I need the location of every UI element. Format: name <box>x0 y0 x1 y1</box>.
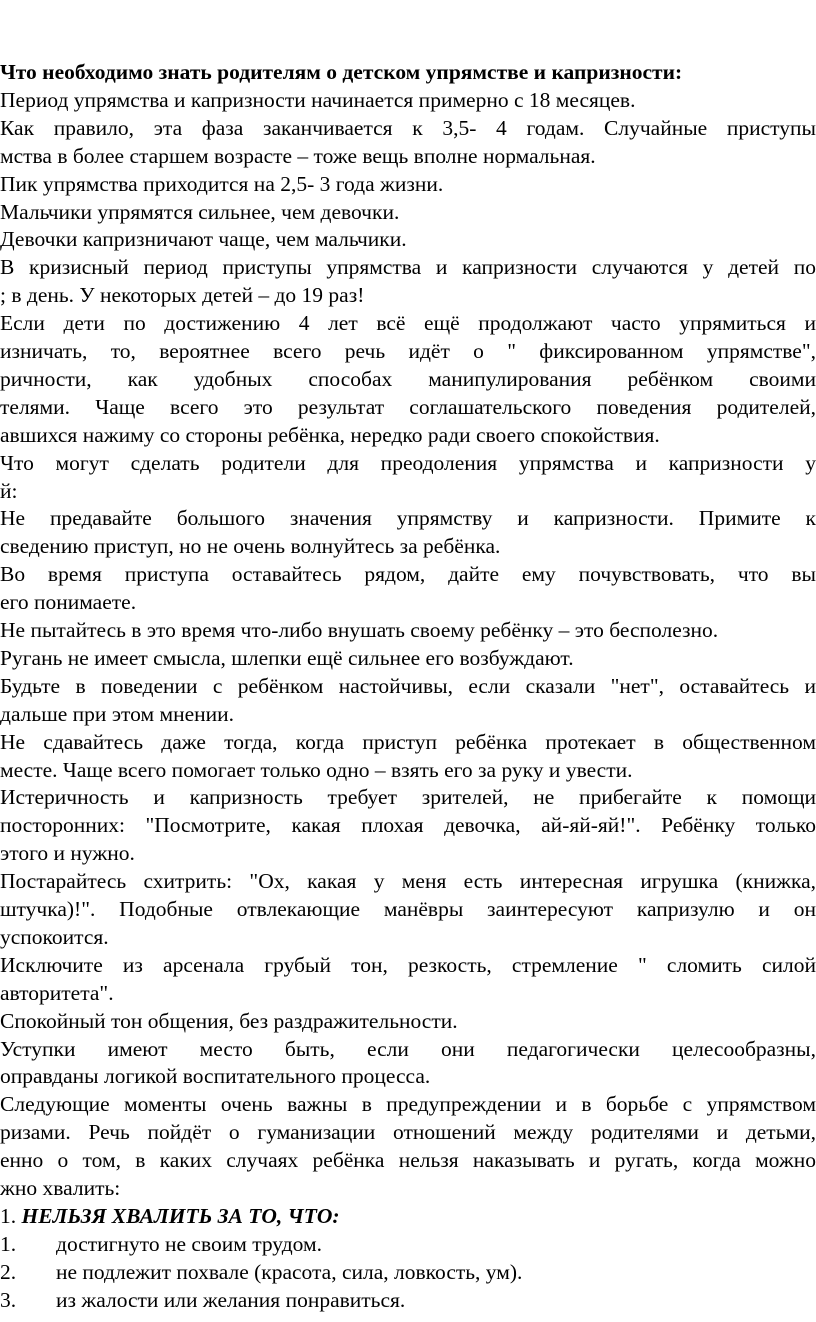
text-line: В кризисный период приступы упрямства и капризности случаются у детей по <box>0 255 816 280</box>
text-line: штучка)!". Подобные отвлекающие манёвры заинтересуют капризулю и он <box>0 897 816 921</box>
text-line: Пик упрямства приходится на 2,5- 3 года жизни. <box>0 171 444 196</box>
text-line: ричности, как удобных способах манипулирования ребёнком своими <box>0 366 816 391</box>
text-line: этого и нужно. <box>0 841 135 866</box>
text-line: телями. Чаще всего это результат соглашательского поведения родителей, <box>0 394 816 419</box>
list-item-number: 3. <box>0 1287 17 1312</box>
list-item <box>0 1258 816 1287</box>
text-line: ризами. Речь пойдёт о гуманизации отношений между родителями и детьми, <box>0 1120 816 1145</box>
list-item-number: 2. <box>0 1259 17 1284</box>
text-line: Что необходимо знать родителям о детском упрямстве и капризности: <box>0 60 683 84</box>
text-line: Мальчики упрямятся сильнее, чем девочки. <box>0 199 400 224</box>
text-line: Спокойный тон общения, без раздражительности. <box>0 1008 458 1033</box>
heading-title: НЕЛЬЗЯ ХВАЛИТЬ ЗА ТО, ЧТО: <box>21 1203 340 1228</box>
list-item-text: достигнуто не своим трудом. <box>56 1231 322 1256</box>
text-line: Что могут сделать родители для преодоления упрямства и капризности у <box>0 450 816 475</box>
text-line: енно о том, в каких случаях ребёнка нельзя наказывать и ругать, когда можно <box>0 1148 816 1173</box>
list-item-text: из жалости или желания понравиться. <box>56 1287 406 1312</box>
text-line: посторонних: "Посмотрите, какая плохая девочка, ай-яй-яй!". Ребёнку только <box>0 813 816 838</box>
text-line: Во время приступа оставайтесь рядом, дайте ему почувствовать, что вы <box>0 562 816 587</box>
text-line: сведению приступ, но не очень волнуйтесь за ребёнка. <box>0 534 501 559</box>
list-item-text: не подлежит похвале (красота, сила, ловкость, ум). <box>56 1259 523 1284</box>
text-line: жно хвалить: <box>0 1176 121 1200</box>
text-line: Период упрямства и капризности начинается примерно с 18 месяцев. <box>0 87 636 112</box>
text-line: Не сдавайтесь даже тогда, когда приступ ребёнка протекает в общественном <box>0 729 816 754</box>
text-line: изничать, то, вероятнее всего речь идёт о " фиксированном упрямстве", <box>0 339 816 363</box>
text-line: оправданы логикой воспитательного процесса. <box>0 1064 431 1089</box>
text-line: Девочки капризничают чаще, чем мальчики. <box>0 227 407 252</box>
text-line: Следующие моменты очень важны в предупреждении и в борьбе с упрямством <box>0 1092 816 1117</box>
text-line: его понимаете. <box>0 590 137 615</box>
text-line: й: <box>0 478 18 503</box>
text-line: Будьте в поведении с ребёнком настойчивы, если сказали "нет", оставайтесь и <box>0 673 816 698</box>
text-line: Как правило, эта фаза заканчивается к 3,5- 4 годам. Случайные приступы <box>0 115 816 140</box>
text-line: успокоится. <box>0 924 109 949</box>
text-line: месте. Чаще всего помогает только одно – взять его за руку и увести. <box>0 757 633 782</box>
text-line: Истеричность и капризность требует зрителей, не прибегайте к помощи <box>0 785 816 810</box>
text-line: Постарайтесь схитрить: "Ох, какая у меня есть интересная игрушка (книжка, <box>0 869 816 894</box>
text-line: Если дети по достижению 4 лет всё ещё продолжают часто упрямиться и <box>0 311 816 336</box>
text-line: дальше при этом мнении. <box>0 701 235 726</box>
heading-number: 1. <box>0 1203 22 1228</box>
list-item-number: 1. <box>0 1231 17 1256</box>
section-heading <box>0 1202 816 1231</box>
text-line: авторитета". <box>0 980 114 1005</box>
text-line: Не пытайтесь в это время что-либо внушать своему ребёнку – это бесполезно. <box>0 618 719 642</box>
text-line: Исключите из арсенала грубый тон, резкость, стремление " сломить силой <box>0 952 816 977</box>
text-line: мства в более старшем возрасте – тоже вещь вполне нормальная. <box>0 143 596 168</box>
text-line: Уступки имеют место быть, если они педагогически целесообразны, <box>0 1036 816 1061</box>
text-line: Не предавайте большого значения упрямству и капризности. Примите к <box>0 506 816 531</box>
list-item <box>0 1286 816 1315</box>
text-line: авшихся нажиму со стороны ребёнка, нередко ради своего спокойствия. <box>0 422 660 447</box>
list-item <box>0 1230 816 1259</box>
text-line: ; в день. У некоторых детей – до 19 раз! <box>0 283 365 308</box>
text-line: Ругань не имеет смысла, шлепки ещё сильнее его возбуждают. <box>0 645 574 670</box>
